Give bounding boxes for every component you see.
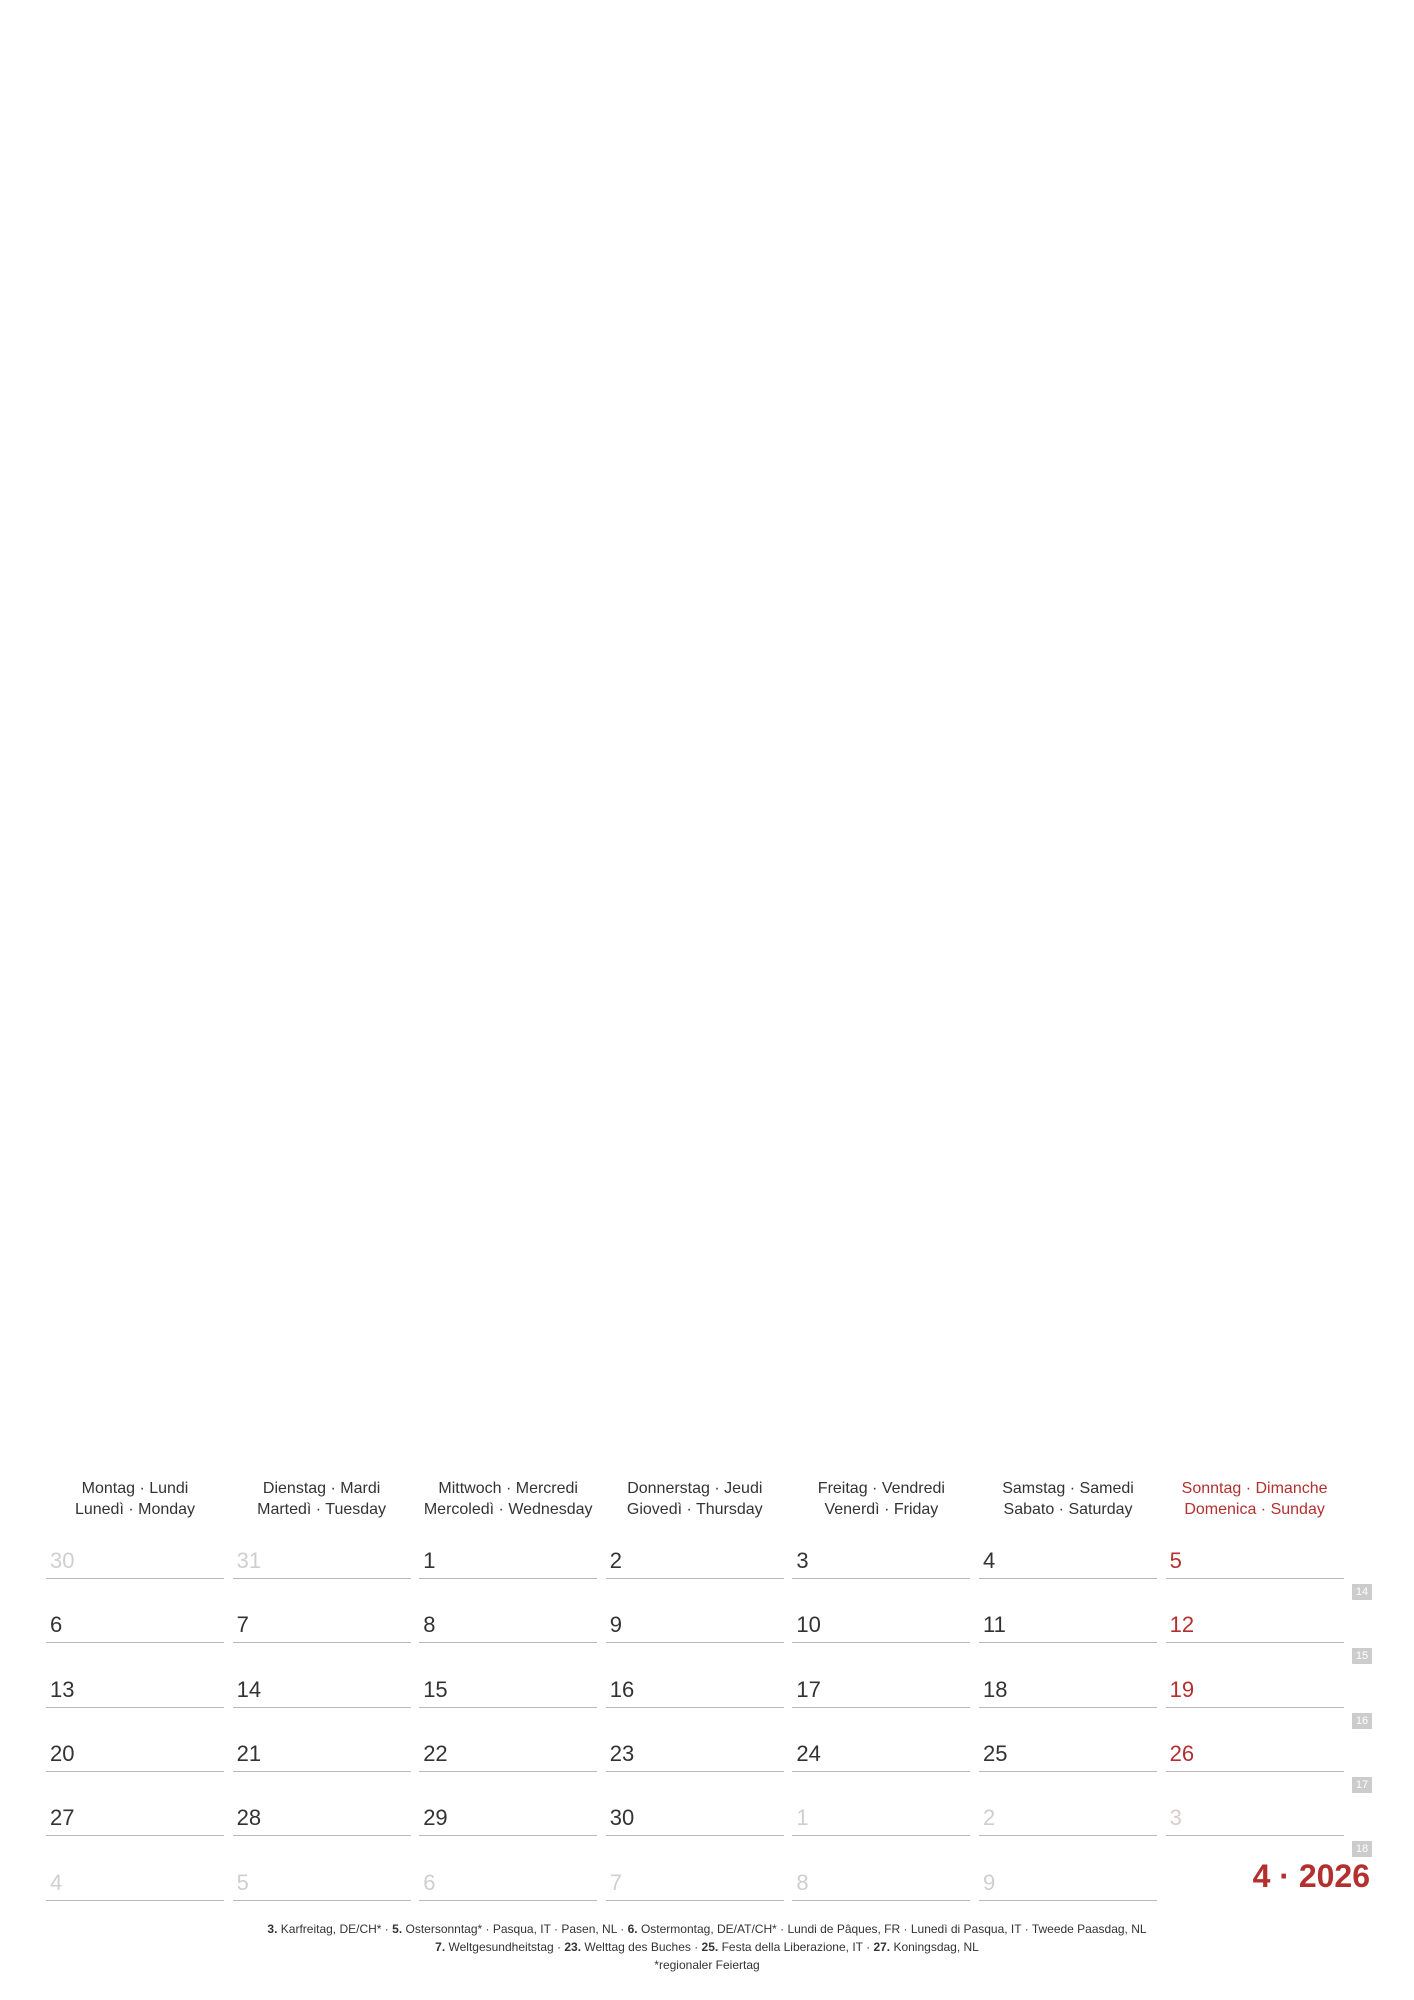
- day-number: 3: [1169, 1805, 1182, 1831]
- day-number: 23: [609, 1740, 635, 1766]
- footnote-text: Karfreitag, DE/CH* ·: [277, 1922, 393, 1936]
- day-cell: [979, 1602, 1157, 1643]
- day-number: 8: [423, 1612, 436, 1638]
- day-cell: [1166, 1602, 1344, 1643]
- day-cell: [46, 1538, 224, 1579]
- day-number: 10: [796, 1612, 821, 1638]
- weekday-header-line2: Venerdì · Friday: [824, 1501, 939, 1518]
- weekday-header-line2: Lunedì · Monday: [74, 1501, 196, 1518]
- weekday-header: [1166, 1478, 1344, 1520]
- day-cell: [1166, 1795, 1344, 1836]
- footnote-text: Welttag des Buches ·: [581, 1940, 702, 1954]
- day-number: 6: [50, 1612, 63, 1638]
- day-number: 6: [423, 1869, 436, 1895]
- week-number-badge: 18: [1352, 1841, 1372, 1857]
- day-cell: [792, 1538, 970, 1579]
- day-number: 19: [1169, 1676, 1195, 1702]
- day-number: 29: [423, 1805, 448, 1831]
- footnote-day: 6.: [627, 1922, 638, 1936]
- day-number: 30: [609, 1805, 635, 1831]
- day-number: 30: [50, 1548, 75, 1573]
- day-cell: [1166, 1667, 1344, 1708]
- day-cell: [46, 1667, 224, 1708]
- day-number: 4: [983, 1548, 996, 1573]
- weekday-header: [419, 1478, 597, 1520]
- day-number: 25: [983, 1740, 1008, 1766]
- day-cell: [233, 1795, 411, 1836]
- day-number: 31: [236, 1548, 262, 1573]
- footnote-day: 27.: [873, 1940, 891, 1954]
- weekday-header-line2: Martedì · Tuesday: [257, 1501, 387, 1518]
- day-number: 5: [236, 1869, 249, 1895]
- week-row: [46, 1795, 1376, 1859]
- week-row: [46, 1667, 1376, 1731]
- day-cell: [46, 1860, 224, 1901]
- day-cell: [233, 1731, 411, 1772]
- day-cell: [792, 1860, 970, 1901]
- day-number: 2: [983, 1805, 996, 1831]
- day-cell: [419, 1602, 597, 1643]
- day-number: 21: [236, 1740, 262, 1766]
- day-number: 20: [50, 1740, 75, 1766]
- week-row: [46, 1860, 1376, 1924]
- day-cell: [46, 1602, 224, 1643]
- weekday-header: [233, 1478, 411, 1520]
- day-number: 12: [1169, 1612, 1195, 1638]
- day-number: 8: [796, 1869, 809, 1895]
- week-row: [46, 1602, 1376, 1666]
- day-cell: [419, 1795, 597, 1836]
- day-cell: [233, 1602, 411, 1643]
- day-number: 26: [1169, 1740, 1195, 1766]
- weekday-header-line2: Giovedì · Thursday: [626, 1501, 763, 1518]
- weekday-header-line1: Dienstag · Mardi: [262, 1480, 381, 1497]
- day-number: 14: [236, 1676, 262, 1702]
- weekday-header: [792, 1478, 970, 1520]
- day-cell: [606, 1731, 784, 1772]
- day-cell: [979, 1795, 1157, 1836]
- weekday-header-line2: Mercoledì · Wednesday: [423, 1501, 593, 1518]
- day-number: 1: [423, 1548, 436, 1573]
- day-cell: [792, 1602, 970, 1643]
- footnote-day: 25.: [701, 1940, 719, 1954]
- day-cell: [419, 1667, 597, 1708]
- day-number: 22: [423, 1740, 448, 1766]
- day-number: 9: [983, 1869, 996, 1895]
- weekday-header-line2: Domenica · Sunday: [1184, 1501, 1325, 1518]
- footnote-day: 23.: [564, 1940, 582, 1954]
- weekday-headers: [46, 1478, 1376, 1526]
- day-cell: [979, 1860, 1157, 1901]
- day-cell: [792, 1667, 970, 1708]
- day-number: 3: [796, 1548, 809, 1573]
- day-cell: [979, 1667, 1157, 1708]
- calendar-grid: [46, 1478, 1376, 1898]
- day-cell: [606, 1667, 784, 1708]
- week-number-badge: 17: [1352, 1777, 1372, 1793]
- day-cell: [606, 1538, 784, 1579]
- day-cell: [792, 1795, 970, 1836]
- weekday-header-line1: Samstag · Samedi: [1002, 1480, 1134, 1497]
- weekday-header: [606, 1478, 784, 1520]
- day-number: 2: [609, 1548, 623, 1573]
- day-cell: [606, 1795, 784, 1836]
- day-number: 5: [1169, 1548, 1182, 1573]
- day-number: 13: [50, 1676, 75, 1702]
- day-number: 7: [609, 1869, 623, 1895]
- day-number: 9: [609, 1612, 623, 1638]
- week-number-badge: 16: [1352, 1713, 1372, 1729]
- day-cell: [1166, 1538, 1344, 1579]
- day-cell: [46, 1731, 224, 1772]
- day-number: 18: [983, 1676, 1008, 1702]
- day-cell: [979, 1731, 1157, 1772]
- day-cell: [419, 1731, 597, 1772]
- day-number: 15: [423, 1676, 448, 1702]
- day-cell: [233, 1667, 411, 1708]
- weekday-header-line2: Sabato · Saturday: [1003, 1501, 1133, 1518]
- weekday-header: [979, 1478, 1157, 1520]
- day-cell: [1166, 1731, 1344, 1772]
- holiday-footnotes: [0, 1920, 1414, 1974]
- weekday-header-line1: Montag · Lundi: [81, 1480, 189, 1497]
- day-cell: [979, 1538, 1157, 1579]
- footnote-text: Koningsdag, NL: [890, 1940, 979, 1954]
- day-cell: [46, 1795, 224, 1836]
- week-row: [46, 1731, 1376, 1795]
- footnote-line-1: [0, 1920, 1414, 1938]
- day-number: 1: [796, 1805, 809, 1831]
- day-cell: [606, 1602, 784, 1643]
- footnote-regional-note: *regionaler Feiertag: [654, 1958, 760, 1972]
- day-number: 7: [236, 1612, 249, 1638]
- weekday-header-line1: Mittwoch · Mercredi: [438, 1480, 578, 1497]
- day-cell: [419, 1860, 597, 1901]
- week-number-badge: 15: [1352, 1648, 1372, 1664]
- day-number: 16: [609, 1676, 635, 1702]
- day-cell: [606, 1860, 784, 1901]
- week-number-badge: 14: [1352, 1584, 1372, 1600]
- day-cell: [233, 1538, 411, 1579]
- weekday-header-line1: Donnerstag · Jeudi: [627, 1480, 763, 1497]
- footnote-day: 7.: [435, 1940, 446, 1954]
- footnote-day: 3.: [267, 1922, 278, 1936]
- day-number: 4: [50, 1869, 63, 1895]
- weekday-header: [46, 1478, 224, 1520]
- footnote-line-2: [0, 1938, 1414, 1956]
- footnote-day: 5.: [392, 1922, 403, 1936]
- weekday-header-line1: Freitag · Vendredi: [817, 1480, 945, 1497]
- footnote-text: Weltgesundheitstag ·: [445, 1940, 565, 1954]
- footnote-text: Ostersonntag* · Pasqua, IT · Pasen, NL ·: [402, 1922, 628, 1936]
- footnote-text: Festa della Liberazione, IT ·: [718, 1940, 874, 1954]
- day-cell: [233, 1860, 411, 1901]
- day-number: 28: [236, 1805, 262, 1831]
- day-number: 27: [50, 1805, 75, 1831]
- footnote-text: Ostermontag, DE/AT/CH* · Lundi de Pâques, FR · Lunedì di Pasqua, IT · Tweede Paasdag, NL: [637, 1922, 1147, 1936]
- week-row: [46, 1538, 1376, 1602]
- day-cell: [792, 1731, 970, 1772]
- day-number: 11: [983, 1612, 1006, 1638]
- weekday-header-line1: Sonntag · Dimanche: [1181, 1480, 1328, 1497]
- day-number: 24: [796, 1740, 821, 1766]
- day-cell: [419, 1538, 597, 1579]
- day-number: 17: [796, 1676, 821, 1702]
- month-label: 4 · 2026: [1252, 1858, 1370, 1894]
